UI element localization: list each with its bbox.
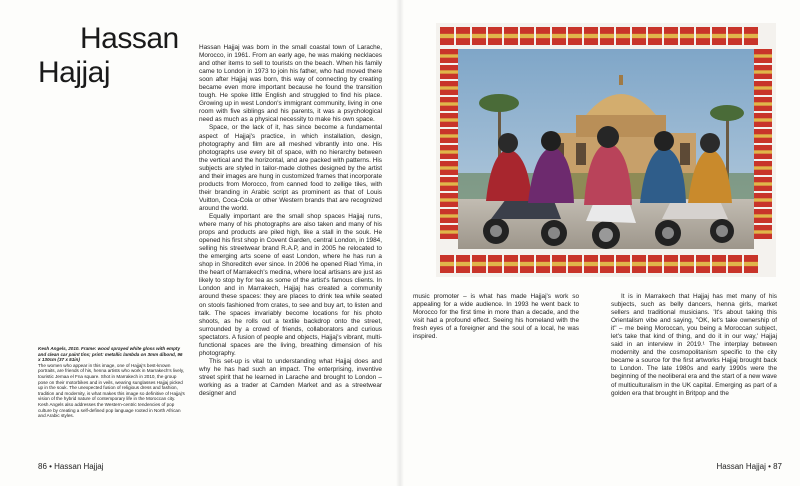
tin-can-label	[440, 118, 458, 121]
caption-body: The women who appear in this image, one of Hajjaj's best-known portraits, are friends of his, henna artists who work in Marrakech's lively, touristic Jemaa el Fna square. Shot in Marrakech in 2010, the group pose on their motorbikes and in veils, wearing sunglasses Hajjaj picked up in the souk. The unexpected fusion of religious dress and fashion, tradition and modernity, is what makes this image so definitive of Hajjaj's vision of the hybrid nature of contemporary life in the Moroccan city. Kesh Angels also addresses the Western-centric tendencies of pop culture by creating a self-defined pop language rooted in North African and Arabic styles.	[38, 362, 185, 419]
rider-veil	[498, 133, 518, 153]
tin-can-label	[712, 34, 726, 38]
paragraph: Equally important are the small shop spaces Hajjaj runs, where many of his photographs are also taken and many of his props and products are piled high, like a stall in the souk. He opened his first shop in Covent Garden, central London, in 1984, selling his streetwear brand R.A.P, and in 2005 he relocated to the emerging arts scene of east London, where he has run a shop in Shoreditch ever since. In 2006 he opened Riad Yima, in the heart of Marrakech's medina, where local artisans are just as likely to stop by for tea as some of the artist's famous clients. In London and in Marrakech, Hajjaj has created a community around these spaces: they are places to drink tea while seated on stools fashioned from crates, to see and buy art, to listen and talk. The spaces invariably become locations for his photo shoots, as he rolls out a textile backdrop onto the street, surrounded by a crowd of friends, collaborators and curious spectators. A fusion of people and objects, Hajjaj's vibrant, multi-functional spaces are the living, breathing dimension of his photography.	[199, 212, 382, 357]
dome-finial	[619, 75, 623, 85]
tin-can-label	[664, 262, 678, 266]
figure-caption	[38, 346, 186, 419]
paragraph: Space, or the lack of it, has since become a fundamental aspect of Hajjaj's practice, in which installation, design, photography and film are all meshed vibrantly into one. His photographs use every bit of space, with no hierarchy between the vertical and the horizontal, and are packed with patterns. His subjects are styled in tailor-made clothes designed by the artist and their images are hung in customized frames that incorporate products from Morocco, from canned food to zellige tiles, with their branding in Arabic script as prominent as that of Louis Vuitton, Coca-Cola or other Western brands that are recognized around the world.	[199, 124, 382, 212]
building-upper	[576, 115, 666, 137]
tin-can-label	[568, 262, 582, 266]
tin-can-label	[664, 34, 678, 38]
paragraph: music promoter – is what has made Hajjaj's work so appealing for a wide audience. In 1993 he went back to Morocco for the first time in more than a decade, and the visit had a profound effect. Seeing his homeland with the fresh eyes of a foreigner and the soul of a local, he was inspired.	[413, 293, 579, 341]
tin-can-label	[440, 198, 458, 201]
tin-can-label	[520, 262, 534, 266]
palm-leaves	[479, 94, 519, 112]
page-title	[38, 22, 188, 90]
palm-leaves	[710, 105, 744, 121]
tin-can-label	[754, 230, 772, 233]
tin-can-label	[568, 34, 582, 38]
title-line-2: Hajjaj	[38, 56, 111, 89]
tin-can-label	[600, 34, 614, 38]
tin-can-label	[504, 262, 518, 266]
tin-can-label	[440, 262, 454, 266]
tin-can-label	[754, 166, 772, 169]
tin-can-label	[712, 262, 726, 266]
kesh-angels-photo	[436, 23, 776, 277]
wheel-hub	[599, 228, 613, 242]
tin-can-label	[440, 102, 458, 105]
window	[576, 143, 586, 165]
tin-can-label	[632, 262, 646, 266]
wheel-hub	[716, 225, 728, 237]
tin-can-label	[754, 70, 772, 73]
tin-can-label	[696, 262, 710, 266]
tin-can-label	[440, 182, 458, 185]
tin-can-label	[488, 34, 502, 38]
tin-can-label	[504, 34, 518, 38]
tin-can-label	[440, 34, 454, 38]
tin-can-label	[754, 214, 772, 217]
wheel-hub	[490, 225, 502, 237]
folio-left: 86 • Hassan Hajjaj	[38, 462, 104, 471]
rider-veil	[541, 131, 561, 151]
tin-can-label	[680, 262, 694, 266]
caption-heading: Kesh Angels, 2010. Frame: wood sprayed white gloss with empty and clean car paint tins; print: metallic lambda on 3mm dibond, 96 x 130cm (37 x 51in)	[38, 346, 183, 363]
paragraph: This set-up is vital to understanding what Hajjaj does and why he has had such an impact. The enterprising, inventive street spirit that he learned in Larache and brought to London – working as a trader at Camden Market and as a streetwear designer and	[199, 357, 382, 398]
tin-can-label	[440, 70, 458, 73]
window	[680, 143, 690, 165]
tin-can-label	[754, 54, 772, 57]
rider-veil	[597, 126, 619, 148]
tin-can-label	[536, 262, 550, 266]
rider-veil	[700, 133, 720, 153]
tin-can-label	[754, 102, 772, 105]
body-column-3	[611, 293, 777, 469]
tin-can-label	[632, 34, 646, 38]
tin-can-label	[440, 166, 458, 169]
rider-veil	[654, 131, 674, 151]
tin-can-label	[536, 34, 550, 38]
tin-can-label	[696, 34, 710, 38]
body-column-1	[199, 44, 382, 474]
page-gutter	[396, 0, 404, 486]
tin-can-label	[728, 34, 742, 38]
tin-can-label	[744, 34, 758, 38]
tin-can-label	[584, 34, 598, 38]
tin-can-label	[440, 54, 458, 57]
tin-can-label	[754, 86, 772, 89]
tin-can-label	[616, 34, 630, 38]
tin-can-label	[440, 214, 458, 217]
tin-can-label	[728, 262, 742, 266]
tin-can-label	[456, 34, 470, 38]
paragraph: Hassan Hajjaj was born in the small coastal town of Larache, Morocco, in 1961. From an early age, he was making necklaces and other items to sell to tourists on the beach. When his family came to London in 1973 to join his father, who had moved there soon after Hajjaj was born, this way of connecting by creating became even more important because he found the transition tough. He spoke little English and struggled to find his place. Growing up in west London's immigrant community, living in one room with five siblings and his parents, it was a psychological need as much as a physical necessity to make his own space.	[199, 44, 382, 124]
tin-can-label	[616, 262, 630, 266]
tin-can-label	[744, 262, 758, 266]
tin-can-label	[472, 34, 486, 38]
wheel-hub	[662, 227, 674, 239]
paragraph: It is in Marrakech that Hajjaj has met many of his subjects, such as belly dancers, henna girls, market sellers and traditional musicians. 'It's about taking this Orientalism vibe and saying, "OK, let's take ownership of it" – me being Moroccan, you being a Moroccan subject, let's take that kind of thing, and do it in our way,' Hajjaj said in an interview in 2019.¹ The interplay between modernity and the cosmopolitanism specific to the city became a source for the first artworks Hajjaj brought back to London. The late 1980s and early 1990s were the beginning of the neoliberal era and the start of a new wave of multiculturalism in the UK capital. Emerging as part of a golden era that brought in Britpop and the	[611, 293, 777, 397]
photo-artwork	[436, 23, 776, 277]
tin-can-label	[456, 262, 470, 266]
tin-can-label	[680, 34, 694, 38]
tin-can-label	[584, 262, 598, 266]
tin-can-label	[472, 262, 486, 266]
tin-can-label	[754, 198, 772, 201]
tin-can-label	[648, 34, 662, 38]
tin-can-label	[440, 230, 458, 233]
tin-can-label	[754, 182, 772, 185]
folio-right: Hassan Hajjaj • 87	[716, 462, 782, 471]
tin-can-label	[440, 86, 458, 89]
tin-can-label	[552, 34, 566, 38]
tin-can-label	[648, 262, 662, 266]
tin-can-label	[754, 134, 772, 137]
tin-can-label	[754, 150, 772, 153]
tin-can-label	[754, 118, 772, 121]
tin-can-label	[520, 34, 534, 38]
body-column-2	[413, 293, 579, 469]
tin-can-label	[600, 262, 614, 266]
wheel-hub	[548, 227, 560, 239]
title-line-1: Hassan	[80, 22, 179, 55]
tin-can-label	[440, 150, 458, 153]
tin-can-label	[552, 262, 566, 266]
tin-can-label	[440, 134, 458, 137]
tin-can-label	[488, 262, 502, 266]
